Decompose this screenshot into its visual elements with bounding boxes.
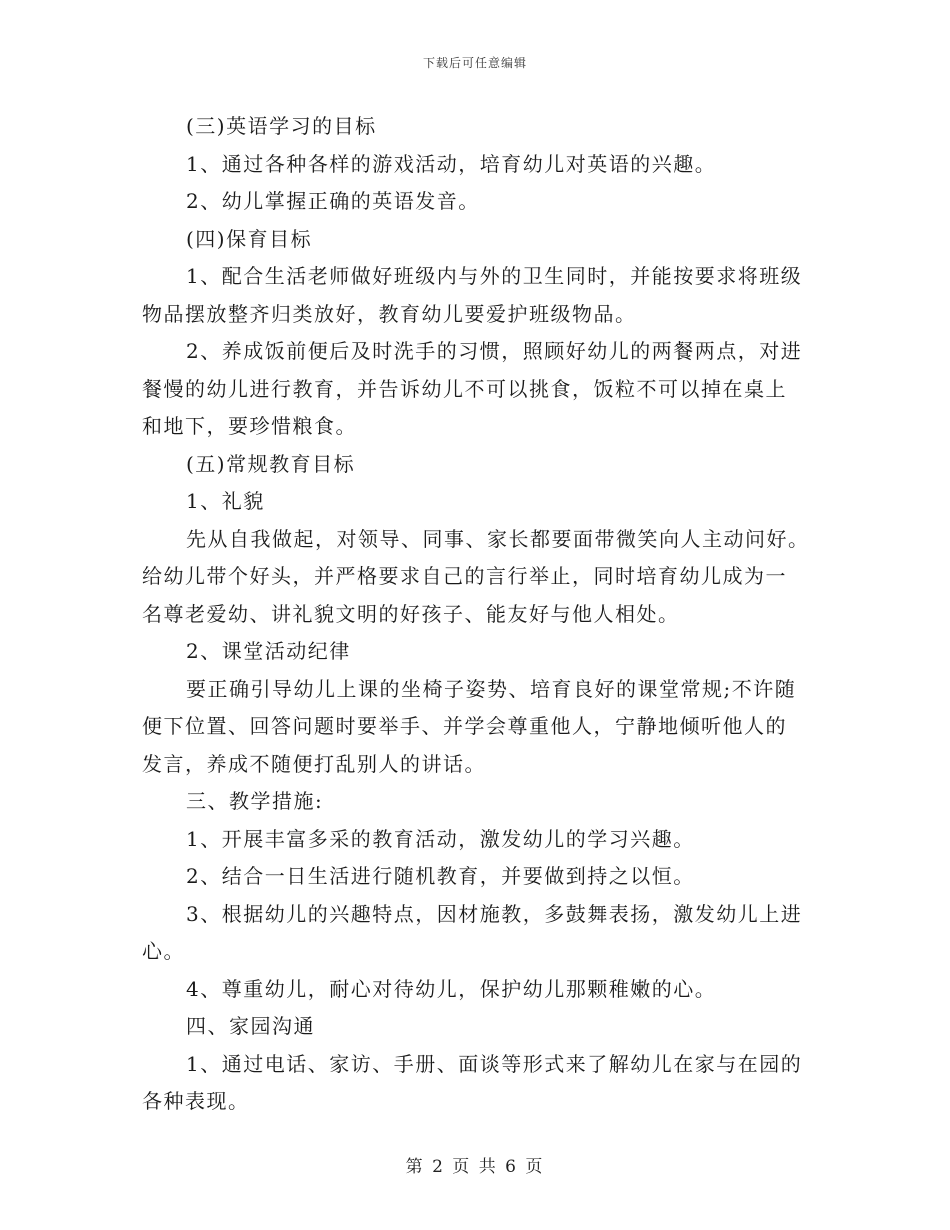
text-line: 和地下，要珍惜粮食。 xyxy=(142,414,357,438)
text-line: 要正确引导幼儿上课的坐椅子姿势、培育良好的课堂常规;不许随 xyxy=(186,676,797,701)
text-line: 便下位置、回答问题时要举手、并学会尊重他人，宁静地倾听他人的 xyxy=(142,714,787,738)
text-line: 1、礼貌 xyxy=(186,489,265,513)
text-line: 4、尊重幼儿，耐心对待幼儿，保护幼儿那颗稚嫩的心。 xyxy=(186,976,717,1001)
text-line: 2、课堂活动纪律 xyxy=(186,639,351,663)
text-line: 2、养成饭前便后及时洗手的习惯，照顾好幼儿的两餐两点，对进 xyxy=(186,339,803,363)
header-note: 下载后可任意编辑 xyxy=(422,56,527,70)
text-line: 心。 xyxy=(142,939,185,963)
text-line: 四、家园沟通 xyxy=(186,1014,315,1038)
page-number: 第 2 页 共 6 页 xyxy=(405,1157,545,1177)
document-body xyxy=(142,108,812,1121)
text-line: 1、开展丰富多采的教育活动，激发幼儿的学习兴趣。 xyxy=(186,826,695,851)
text-line: 三、教学措施: xyxy=(186,789,324,813)
text-line: 1、配合生活老师做好班级内与外的卫生同时，并能按要求将班级 xyxy=(186,264,803,288)
text-line: 餐慢的幼儿进行教育，并告诉幼儿不可以挑食，饭粒不可以掉在桌上 xyxy=(142,376,787,401)
text-line: 先从自我做起，对领导、同事、家长都要面带微笑向人主动问好。 xyxy=(186,526,810,551)
text-line: 3、根据幼儿的兴趣特点，因材施教，多鼓舞表扬，激发幼儿上进 xyxy=(186,901,803,926)
text-line: 2、结合一日生活进行随机教育，并要做到持之以恒。 xyxy=(186,864,695,888)
text-line: 各种表现。 xyxy=(142,1089,250,1113)
text-line: 1、通过各种各样的游戏活动，培育幼儿对英语的兴趣。 xyxy=(186,151,717,176)
text-line: 发言，养成不随便打乱别人的讲话。 xyxy=(142,751,486,776)
text-line: (四)保育目标 xyxy=(186,226,313,251)
text-line: 2、幼儿掌握正确的英语发音。 xyxy=(186,189,480,213)
text-line: 给幼儿带个好头，并严格要求自己的言行举止，同时培育幼儿成为一 xyxy=(142,564,787,588)
text-line: (五)常规教育目标 xyxy=(186,451,356,476)
text-line: 1、通过电话、家访、手册、面谈等形式来了解幼儿在家与在园的 xyxy=(186,1051,803,1076)
text-line: 名尊老爱幼、讲礼貌文明的好孩子、能友好与他人相处。 xyxy=(142,601,680,626)
text-line: (三)英语学习的目标 xyxy=(186,114,377,138)
text-line: 物品摆放整齐归类放好，教育幼儿要爱护班级物品。 xyxy=(142,301,637,326)
